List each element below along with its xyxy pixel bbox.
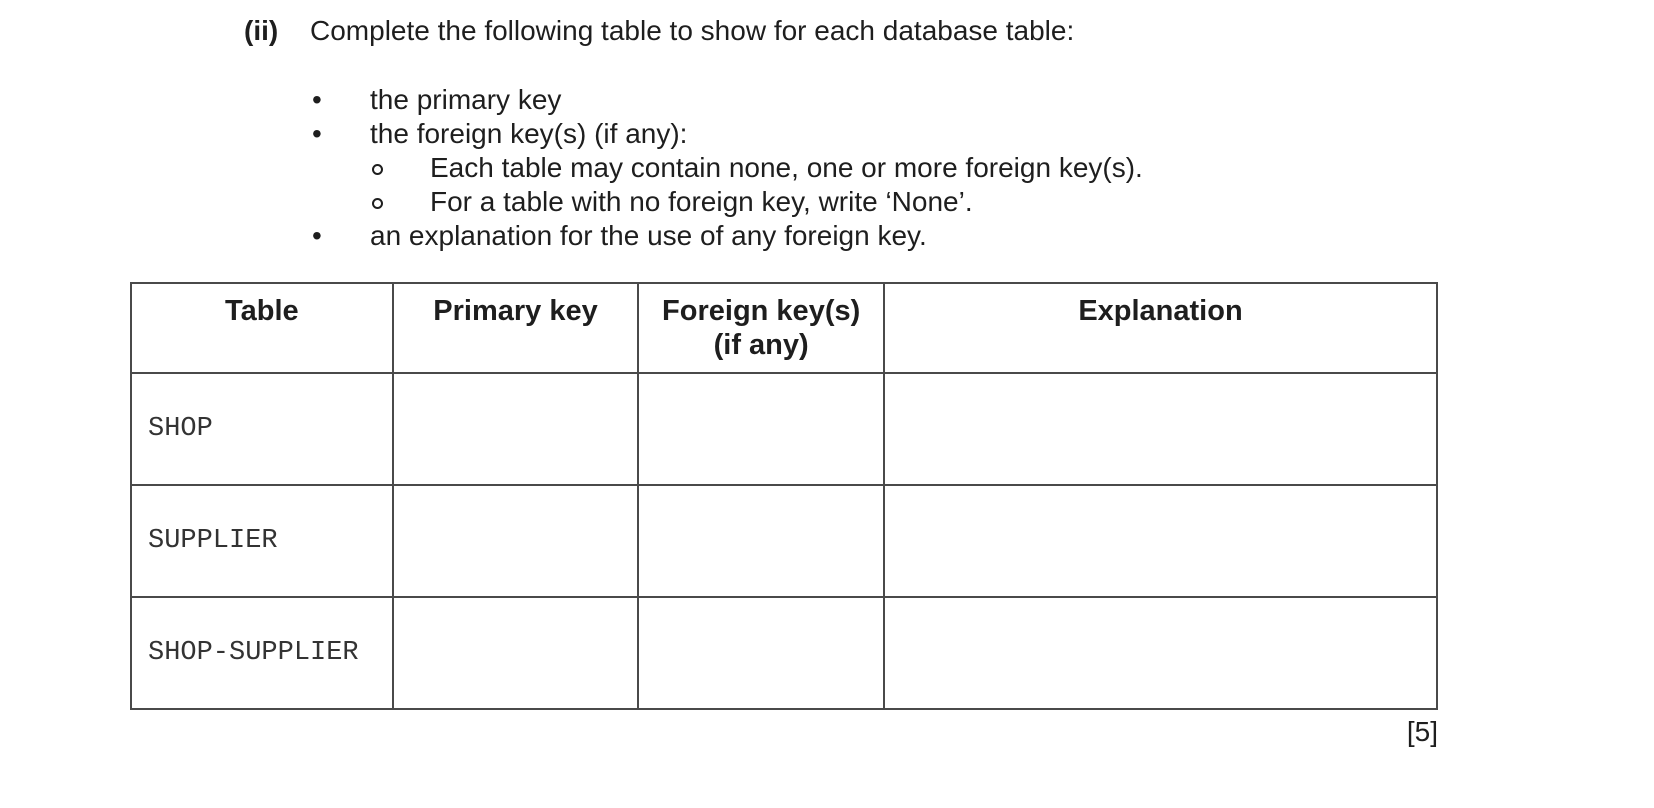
foreign-keys-answer-cell[interactable] xyxy=(638,373,884,485)
bullet-circle-icon xyxy=(372,164,383,175)
foreign-keys-answer-cell[interactable] xyxy=(638,597,884,709)
explanation-answer-cell[interactable] xyxy=(884,373,1437,485)
question-prompt: Complete the following table to show for each database table: xyxy=(310,15,1075,46)
sub-bullet-item xyxy=(430,186,973,218)
header-row xyxy=(131,283,1437,373)
table-row xyxy=(131,485,1437,597)
table-name-cell: SUPPLIER xyxy=(131,485,393,597)
foreign-keys-answer-cell[interactable] xyxy=(638,485,884,597)
table-name-cell: SHOP-SUPPLIER xyxy=(131,597,393,709)
bullet-item xyxy=(312,84,562,116)
table-row xyxy=(131,373,1437,485)
sub-bullet-text: For a table with no foreign key, write ‘None’. xyxy=(430,186,973,217)
question-number: (ii) xyxy=(244,15,279,46)
bullet-dot-icon: • xyxy=(312,220,322,251)
answer-table xyxy=(130,282,1438,710)
table-name-cell: SHOP xyxy=(131,373,393,485)
sub-bullet-text: Each table may contain none, one or more foreign key(s). xyxy=(430,152,1143,183)
explanation-answer-cell[interactable] xyxy=(884,485,1437,597)
header-foreign-keys-line1: Foreign key(s) xyxy=(662,295,861,327)
bullet-text: the foreign key(s) (if any): xyxy=(370,118,688,149)
marks-allocation: [5] xyxy=(1406,716,1438,747)
bullet-text: an explanation for the use of any foreign key. xyxy=(370,220,927,251)
bullet-circle-icon xyxy=(372,198,383,209)
table-row xyxy=(131,597,1437,709)
primary-key-answer-cell[interactable] xyxy=(393,373,639,485)
primary-key-answer-cell[interactable] xyxy=(393,485,639,597)
sub-bullet-item xyxy=(430,152,1143,184)
header-table: Table xyxy=(131,283,393,373)
bullet-item xyxy=(312,118,688,150)
bullet-text: the primary key xyxy=(370,84,562,115)
header-primary-key: Primary key xyxy=(393,283,639,373)
bullet-item xyxy=(312,220,927,252)
explanation-answer-cell[interactable] xyxy=(884,597,1437,709)
primary-key-answer-cell[interactable] xyxy=(393,597,639,709)
header-foreign-keys xyxy=(638,283,884,373)
header-foreign-keys-line2: (if any) xyxy=(713,329,809,361)
bullet-dot-icon: • xyxy=(312,118,322,149)
bullet-dot-icon: • xyxy=(312,84,322,115)
header-explanation: Explanation xyxy=(884,283,1437,373)
